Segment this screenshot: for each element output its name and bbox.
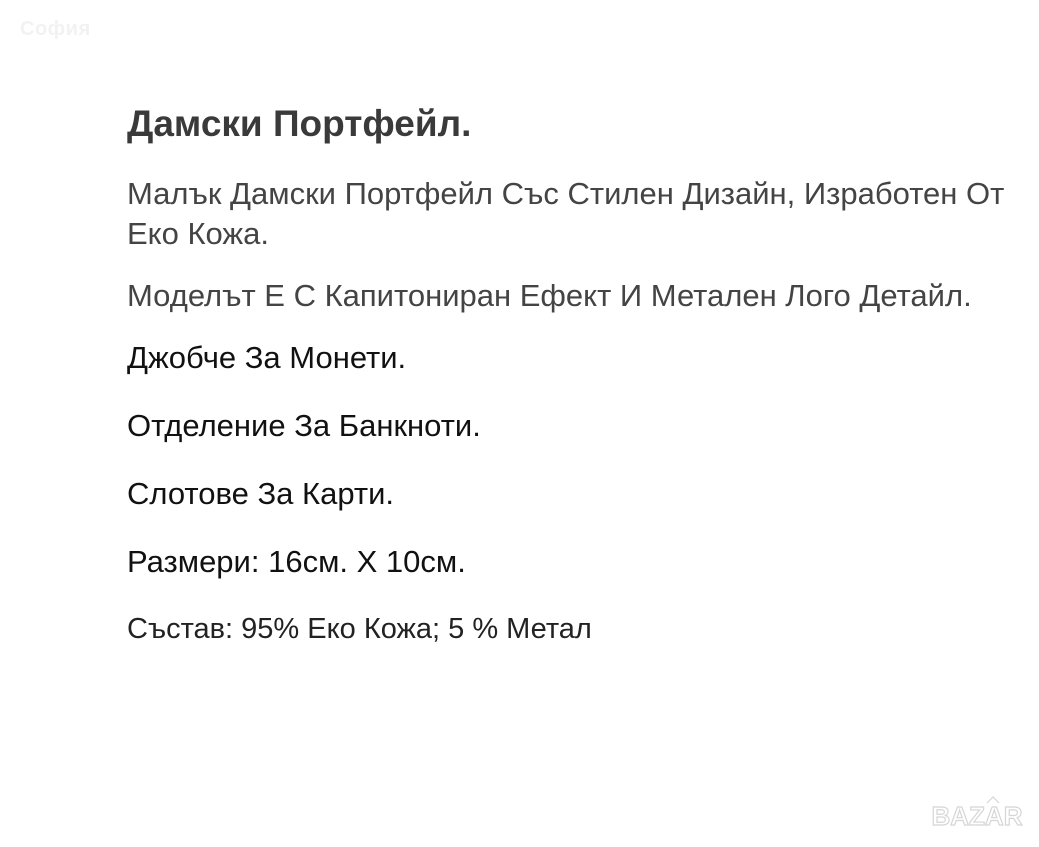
- feature-card-slots: Слотове За Карти.: [127, 476, 395, 511]
- bazar-logo-text: BAZAR: [931, 801, 1023, 831]
- composition-text: Състав: 95% Еко Кожа; 5 % Метал: [127, 613, 592, 645]
- product-title: Дамски Портфейл.: [127, 103, 472, 144]
- feature-banknote-compartment: Отделение За Банкноти.: [127, 408, 481, 443]
- watermark-city: София: [20, 18, 91, 40]
- description-paragraph-2: Моделът Е С Капитониран Ефект И Метален Лого Детайл.: [127, 278, 972, 313]
- description-paragraph-1: Малък Дамски Портфейл Със Стилен Дизайн, Изработен От Еко Кожа.: [127, 176, 1005, 251]
- product-description: [127, 102, 1007, 648]
- feature-dimensions: Размери: 16см. Х 10см.: [127, 544, 466, 579]
- bazar-logo-watermark: [927, 795, 1027, 835]
- feature-coin-pocket: Джобче За Монети.: [127, 340, 407, 375]
